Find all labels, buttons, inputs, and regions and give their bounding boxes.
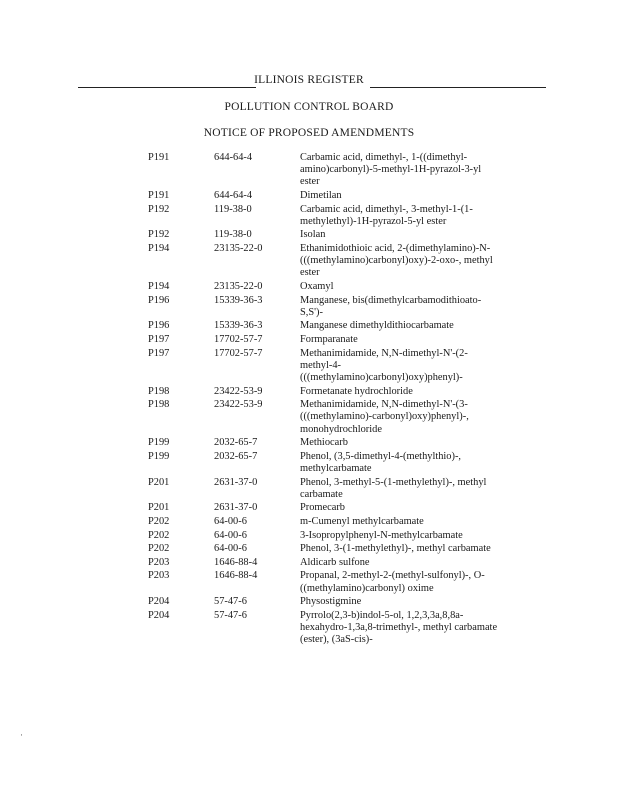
cas-number: 2631-37-0 bbox=[214, 476, 258, 488]
table-row bbox=[148, 543, 500, 557]
notice-title: NOTICE OF PROPOSED AMENDMENTS bbox=[203, 127, 415, 139]
substance-name: Isolan bbox=[300, 229, 326, 241]
table-row bbox=[148, 610, 500, 648]
hazardous-waste-code: P202 bbox=[148, 515, 170, 527]
substance-name: Phenol, 3-(1-methylethyl)-, methyl carbamate bbox=[300, 543, 491, 555]
hazardous-waste-code: P199 bbox=[148, 437, 170, 449]
substance-name: Carbamic acid, dimethyl-, 1-((dimethyl-amino)carbonyl)-5-methyl-1H-pyrazol-3-yl ester bbox=[300, 152, 482, 188]
hazardous-waste-code: P198 bbox=[148, 385, 170, 397]
cas-number: 644-64-4 bbox=[214, 190, 253, 201]
substance-name: Carbamic acid, dimethyl-, 3-methyl-1-(1-methylethyl)-1H-pyrazol-5-yl ester bbox=[300, 203, 473, 227]
substance-name: Manganese, bis(dimethylcarbamodithioato-S,S')- bbox=[300, 294, 482, 318]
hazardous-waste-code: P198 bbox=[148, 399, 170, 411]
cas-number: 2631-37-0 bbox=[214, 502, 258, 514]
cas-number: 119-38-0 bbox=[214, 229, 252, 241]
table-row bbox=[148, 399, 500, 437]
cas-number: 23135-22-0 bbox=[214, 280, 263, 292]
table-row bbox=[148, 320, 500, 334]
table-row bbox=[148, 281, 500, 295]
cas-number: 57-47-6 bbox=[214, 609, 247, 621]
table-row bbox=[148, 437, 500, 451]
substance-name: Physostigmine bbox=[300, 596, 362, 608]
substance-name: Methanimidamide, N,N-dimethyl-N'-(2-methyl-4-(((methylamino)carbonyl)oxy)phenyl)- bbox=[300, 347, 468, 383]
hazardous-waste-code: P194 bbox=[148, 242, 170, 254]
hazardous-waste-code: P204 bbox=[148, 609, 170, 621]
substance-name: Promecarb bbox=[300, 502, 346, 514]
table-row bbox=[148, 204, 500, 230]
cas-number: 23422-53-9 bbox=[214, 385, 263, 397]
cas-number: 17702-57-7 bbox=[214, 333, 263, 345]
hazardous-waste-code: P202 bbox=[148, 529, 170, 541]
cas-number: 2032-65-7 bbox=[214, 437, 258, 449]
cas-number: 15339-36-3 bbox=[214, 294, 263, 306]
hazardous-waste-code: P199 bbox=[148, 450, 170, 462]
cas-number: 64-00-6 bbox=[214, 515, 247, 527]
cas-number: 2032-65-7 bbox=[214, 450, 258, 462]
substance-name: Pyrrolo(2,3-b)indol-5-ol, 1,2,3,3a,8,8a-hexahydro-1,3a,8-trimethyl-, methyl carbamate (ester), (3aS-cis)- bbox=[300, 609, 498, 646]
table-row bbox=[148, 570, 500, 596]
scan-speck: · bbox=[20, 730, 23, 740]
table-row bbox=[148, 152, 500, 190]
table-row bbox=[148, 243, 500, 281]
hazardous-waste-code: P202 bbox=[148, 543, 170, 555]
table-row bbox=[148, 190, 500, 204]
table-row bbox=[148, 477, 500, 503]
table-row bbox=[148, 229, 500, 243]
substance-name: Propanal, 2-methyl-2-(methyl-sulfonyl)-, O-((methylamino)carbonyl) oxime bbox=[300, 570, 485, 594]
cas-number: 119-38-0 bbox=[214, 203, 252, 215]
table-row bbox=[148, 451, 500, 477]
cas-number: 57-47-6 bbox=[214, 596, 247, 608]
board-name: POLLUTION CONTROL BOARD bbox=[224, 101, 394, 113]
table-row bbox=[148, 386, 500, 400]
cas-number: 64-00-6 bbox=[214, 529, 247, 541]
table-row bbox=[148, 596, 500, 610]
hazardous-waste-code: P197 bbox=[148, 333, 170, 345]
table-row bbox=[148, 502, 500, 516]
cas-number: 64-00-6 bbox=[214, 543, 247, 555]
table-row bbox=[148, 530, 500, 544]
substance-name: 3-Isopropylphenyl-N-methylcarbamate bbox=[300, 529, 463, 541]
hazardous-waste-code: P203 bbox=[148, 556, 170, 568]
cas-number: 23135-22-0 bbox=[214, 242, 263, 254]
hazardous-waste-code: P203 bbox=[148, 570, 170, 582]
header-rule-right bbox=[370, 87, 546, 88]
cas-number: 15339-36-3 bbox=[214, 320, 263, 332]
cas-number: 23422-53-9 bbox=[214, 399, 263, 411]
hazardous-waste-code: P192 bbox=[148, 229, 170, 241]
hazardous-waste-code: P196 bbox=[148, 294, 170, 306]
table-row bbox=[148, 348, 500, 386]
hazardous-waste-code: P201 bbox=[148, 476, 170, 488]
hazardous-waste-code: P194 bbox=[148, 280, 170, 292]
hazardous-waste-code: P197 bbox=[148, 347, 170, 359]
register-title: ILLINOIS REGISTER bbox=[254, 74, 364, 86]
hazardous-waste-code: P192 bbox=[148, 203, 170, 215]
substance-name: Phenol, 3-methyl-5-(1-methylethyl)-, methyl carbamate bbox=[300, 476, 487, 500]
table-row bbox=[148, 295, 500, 321]
substance-name: Formparanate bbox=[300, 333, 358, 345]
substance-name: Oxamyl bbox=[300, 280, 334, 292]
cas-number: 17702-57-7 bbox=[214, 347, 263, 359]
substance-name: Manganese dimethyldithiocarbamate bbox=[300, 320, 454, 332]
substance-name: Dimetilan bbox=[300, 190, 342, 201]
cas-number: 644-64-4 bbox=[214, 152, 253, 163]
table-row bbox=[148, 557, 500, 571]
substance-name: Ethanimidothioic acid, 2-(dimethylamino)-N-(((methylamino)carbonyl)oxy)-2-oxo-, methyl ester bbox=[300, 242, 493, 279]
hazardous-waste-code: P196 bbox=[148, 320, 170, 332]
substance-name: Formetanate hydrochloride bbox=[300, 385, 413, 397]
substance-name: Methanimidamide, N,N-dimethyl-N'-(3-(((methylamino)-carbonyl)oxy)phenyl)-, monohydrochloride bbox=[300, 399, 469, 435]
hazardous-waste-code: P204 bbox=[148, 596, 170, 608]
cas-number: 1646-88-4 bbox=[214, 556, 258, 568]
substance-name: m-Cumenyl methylcarbamate bbox=[300, 515, 424, 527]
header-rule-left bbox=[78, 87, 256, 88]
table-row bbox=[148, 334, 500, 348]
substance-name: Methiocarb bbox=[300, 437, 348, 449]
waste-code-table-body bbox=[148, 152, 500, 648]
hazardous-waste-code: P191 bbox=[148, 190, 170, 201]
hazardous-waste-code: P201 bbox=[148, 502, 170, 514]
hazardous-waste-code: P191 bbox=[148, 152, 170, 163]
table-row bbox=[148, 516, 500, 530]
substance-name: Aldicarb sulfone bbox=[300, 556, 370, 568]
cas-number: 1646-88-4 bbox=[214, 570, 258, 582]
substance-name: Phenol, (3,5-dimethyl-4-(methylthio)-, methylcarbamate bbox=[300, 450, 462, 474]
waste-code-table bbox=[148, 152, 500, 648]
